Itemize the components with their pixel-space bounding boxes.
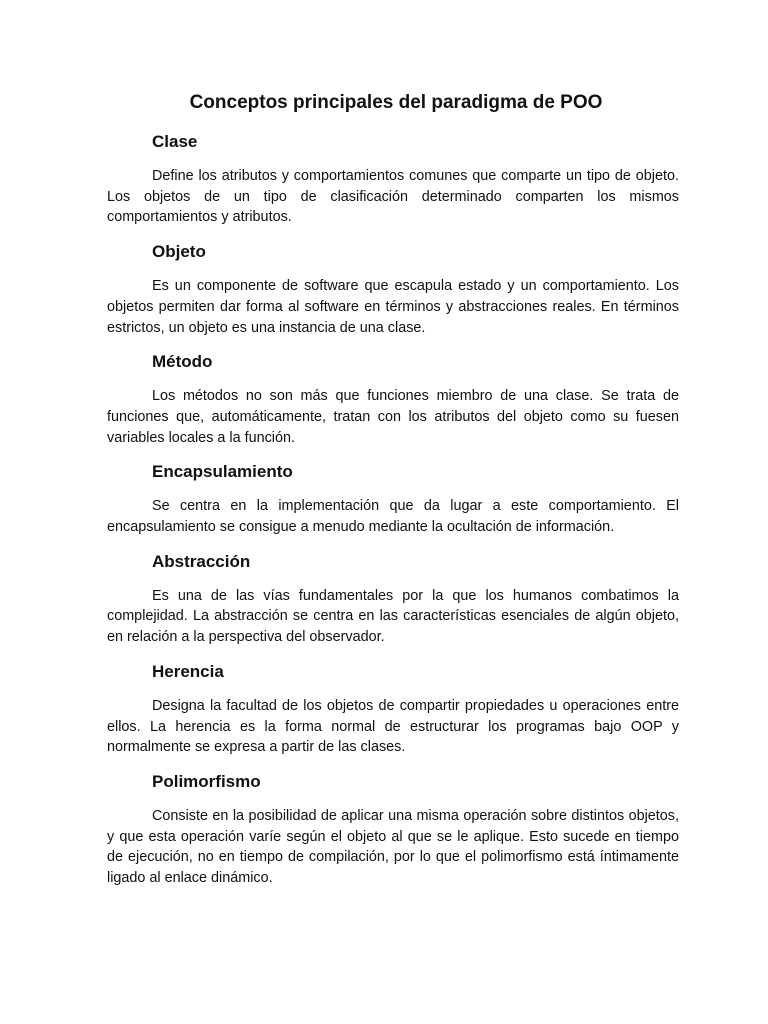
section-body: Es una de las vías fundamentales por la que los humanos combatimos la complejidad. La abstracción se centra en las características esenciales de algún objeto, en relación a la perspectiva del observador. bbox=[107, 587, 679, 646]
section-objeto bbox=[107, 240, 679, 338]
section-heading: Clase bbox=[152, 132, 198, 151]
section-body: Designa la facultad de los objetos de compartir propiedades u operaciones entre ellos. La herencia es la forma normal de estructurar los programas bajo OOP y normalmente se expresa a partir de las clases. bbox=[107, 697, 679, 756]
section-heading: Abstracción bbox=[152, 551, 251, 571]
section-body: Es un componente de software que escapula estado y un comportamiento. Los objetos permiten dar forma al software en términos y abstracciones reales. En términos estrictos, un objeto es una instancia de una clase. bbox=[107, 278, 679, 336]
section-polimorfismo bbox=[107, 770, 679, 889]
section-body: Consiste en la posibilidad de aplicar una misma operación sobre distintos objetos, y que esta operación varíe según el objeto al que se le aplique. Esto sucede en tiempo de ejecución, no en tiempo de compilación, por lo que el polimorfismo está íntimamente ligado al enlace dinámico. bbox=[107, 807, 679, 887]
section-metodo bbox=[107, 350, 679, 448]
section-heading: Objeto bbox=[152, 242, 206, 262]
section-body: Define los atributos y comportamientos comunes que comparte un tipo de objeto. Los objetos de un tipo de clasificación determinado comparten los mismos comportamientos y atributos. bbox=[107, 168, 679, 226]
section-clase bbox=[107, 130, 679, 228]
section-abstraccion bbox=[107, 550, 679, 648]
section-encapsulamiento bbox=[107, 460, 679, 537]
document-title: Conceptos principales del paradigma de POO bbox=[189, 92, 603, 113]
section-herencia bbox=[107, 660, 679, 758]
section-heading: Encapsulamiento bbox=[152, 462, 293, 482]
section-heading: Método bbox=[152, 352, 213, 372]
section-body: Los métodos no son más que funciones miembro de una clase. Se trata de funciones que, automáticamente, tratan con los atributos del objeto como su fuesen variables locales a la función. bbox=[107, 388, 679, 446]
section-body: Se centra en la implementación que da lugar a este comportamiento. El encapsulamiento se consigue a menudo mediante la ocultación de información. bbox=[107, 498, 679, 536]
section-heading: Herencia bbox=[152, 661, 224, 681]
section-heading: Polimorfismo bbox=[152, 771, 261, 791]
